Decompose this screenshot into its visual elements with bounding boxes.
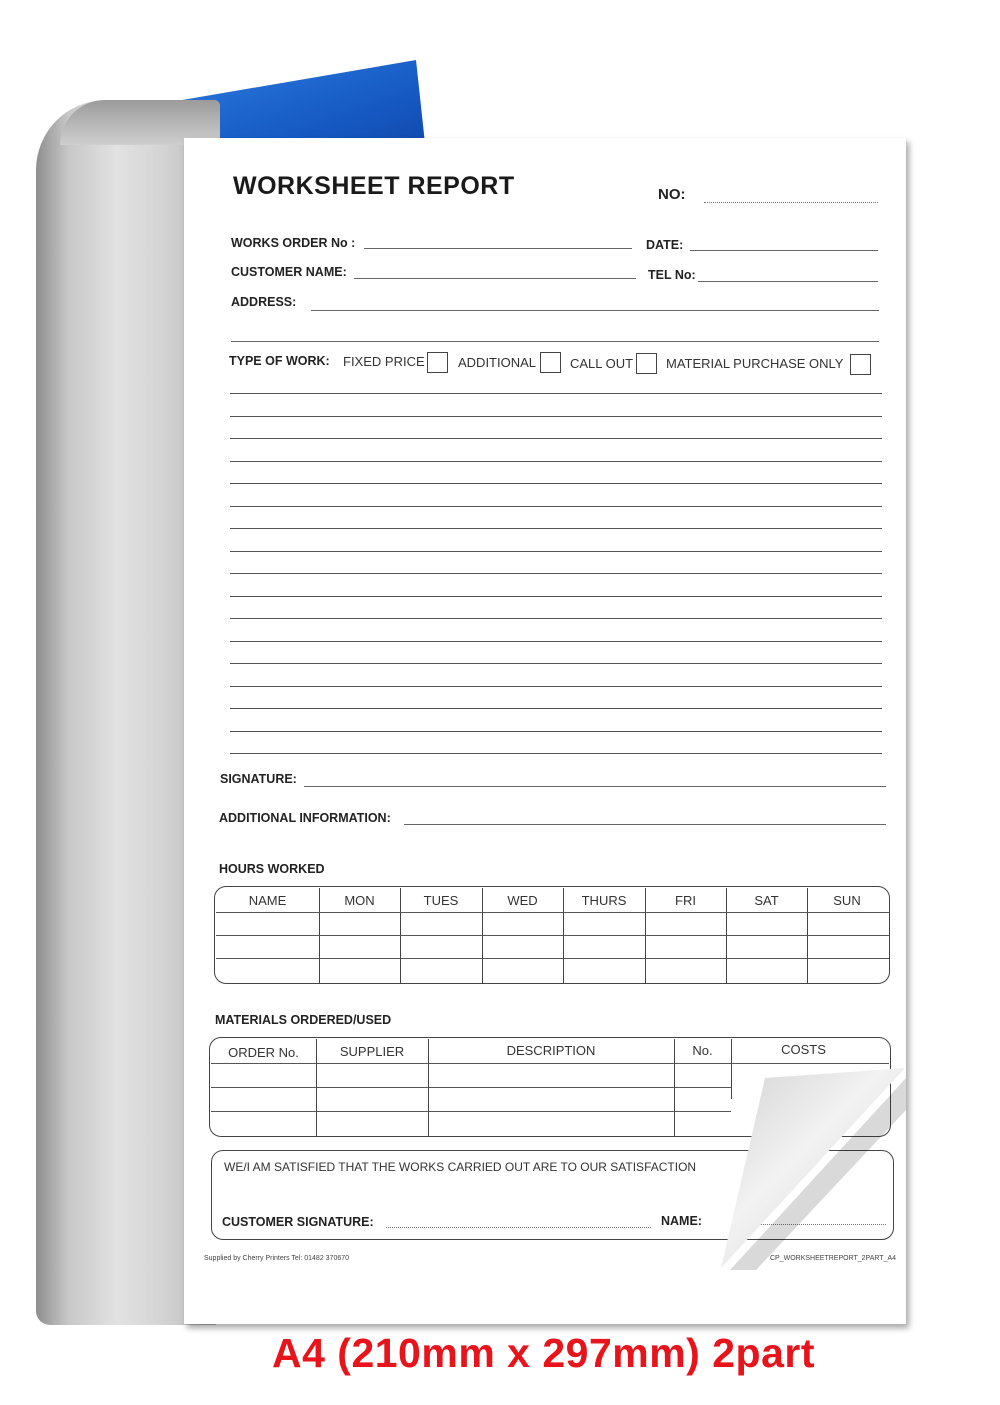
- hours-col-sat: SAT: [754, 893, 779, 908]
- date-label: DATE:: [646, 238, 684, 252]
- materials-col-description: DESCRIPTION: [506, 1043, 596, 1058]
- customer-name-label: CUSTOMER NAME:: [231, 265, 347, 279]
- date-field[interactable]: [690, 250, 878, 251]
- tel-field[interactable]: [698, 281, 878, 282]
- description-line: [230, 663, 882, 664]
- description-line: [230, 596, 882, 597]
- hours-worked-heading: HOURS WORKED: [219, 862, 325, 876]
- description-line: [230, 753, 882, 754]
- customer-name-field[interactable]: [354, 278, 636, 279]
- form-code: CP_WORKSHEETREPORT_2PART_A4: [770, 1255, 897, 1262]
- work-type-call-out-label: CALL OUT: [570, 356, 634, 371]
- additional-info-label: ADDITIONAL INFORMATION:: [219, 811, 391, 825]
- tel-label: TEL No:: [648, 268, 696, 282]
- description-line: [230, 641, 882, 642]
- description-line: [230, 708, 882, 709]
- table-row-line: [216, 958, 889, 959]
- additional-checkbox[interactable]: [540, 352, 561, 373]
- address-label: ADDRESS:: [231, 295, 297, 309]
- table-row-line: [216, 935, 889, 936]
- signature-label: SIGNATURE:: [220, 772, 297, 786]
- description-line: [230, 618, 882, 619]
- description-line: [230, 483, 882, 484]
- name-label: NAME:: [661, 1214, 702, 1228]
- table-row-line: [211, 1111, 731, 1112]
- address-field-line-1[interactable]: [311, 310, 879, 311]
- description-line: [230, 438, 882, 439]
- work-type-additional-label: ADDITIONAL: [458, 355, 537, 370]
- works-order-field[interactable]: [364, 248, 632, 249]
- type-of-work-label: TYPE OF WORK:: [229, 354, 330, 368]
- hours-col-sun: SUN: [833, 893, 861, 908]
- table-row-line: [211, 1087, 731, 1088]
- description-line: [230, 461, 882, 462]
- hours-col-tues: TUES: [423, 893, 459, 908]
- no-label: NO:: [658, 186, 686, 203]
- description-line: [230, 393, 882, 394]
- works-order-label: WORKS ORDER No :: [231, 236, 356, 250]
- description-line: [230, 686, 882, 687]
- additional-info-field[interactable]: [404, 824, 886, 825]
- printer-credit: Supplied by Cherry Printers Tel: 01482 370670: [204, 1255, 350, 1262]
- description-line: [230, 528, 882, 529]
- hours-col-fri: FRI: [675, 893, 696, 908]
- description-line: [230, 551, 882, 552]
- hours-col-name: NAME: [248, 893, 287, 908]
- materials-heading: MATERIALS ORDERED/USED: [215, 1013, 392, 1027]
- hours-col-thurs: THURS: [581, 893, 627, 908]
- address-field-line-2[interactable]: [231, 341, 879, 342]
- work-type-material-purchase-label: MATERIAL PURCHASE ONLY: [666, 356, 844, 371]
- description-line: [230, 573, 882, 574]
- size-caption: A4 (210mm x 297mm) 2part: [272, 1330, 815, 1376]
- table-row-line: [211, 1063, 889, 1064]
- description-line: [230, 416, 882, 417]
- material-purchase-checkbox[interactable]: [850, 354, 871, 375]
- description-line: [230, 506, 882, 507]
- materials-col-no: No.: [692, 1043, 713, 1058]
- signature-field[interactable]: [304, 786, 886, 787]
- call-out-checkbox[interactable]: [636, 353, 657, 374]
- fixed-price-checkbox[interactable]: [427, 352, 448, 373]
- materials-col-order-no: ORDER No.: [228, 1045, 299, 1060]
- materials-col-supplier: SUPPLIER: [339, 1044, 405, 1059]
- customer-signature-field[interactable]: [386, 1227, 651, 1228]
- hours-col-wed: WED: [507, 893, 538, 908]
- satisfaction-statement: WE/I AM SATISFIED THAT THE WORKS CARRIED OUT ARE TO OUR SATISFACTION: [224, 1160, 697, 1174]
- description-line: [230, 731, 882, 732]
- work-type-fixed-price-label: FIXED PRICE: [343, 354, 425, 369]
- hours-col-mon: MON: [344, 893, 375, 908]
- materials-col-costs: COSTS: [781, 1042, 826, 1057]
- form-title: WORKSHEET REPORT: [233, 172, 515, 200]
- table-row-line: [216, 912, 889, 913]
- no-field[interactable]: [704, 202, 878, 203]
- customer-signature-label: CUSTOMER SIGNATURE:: [222, 1215, 374, 1229]
